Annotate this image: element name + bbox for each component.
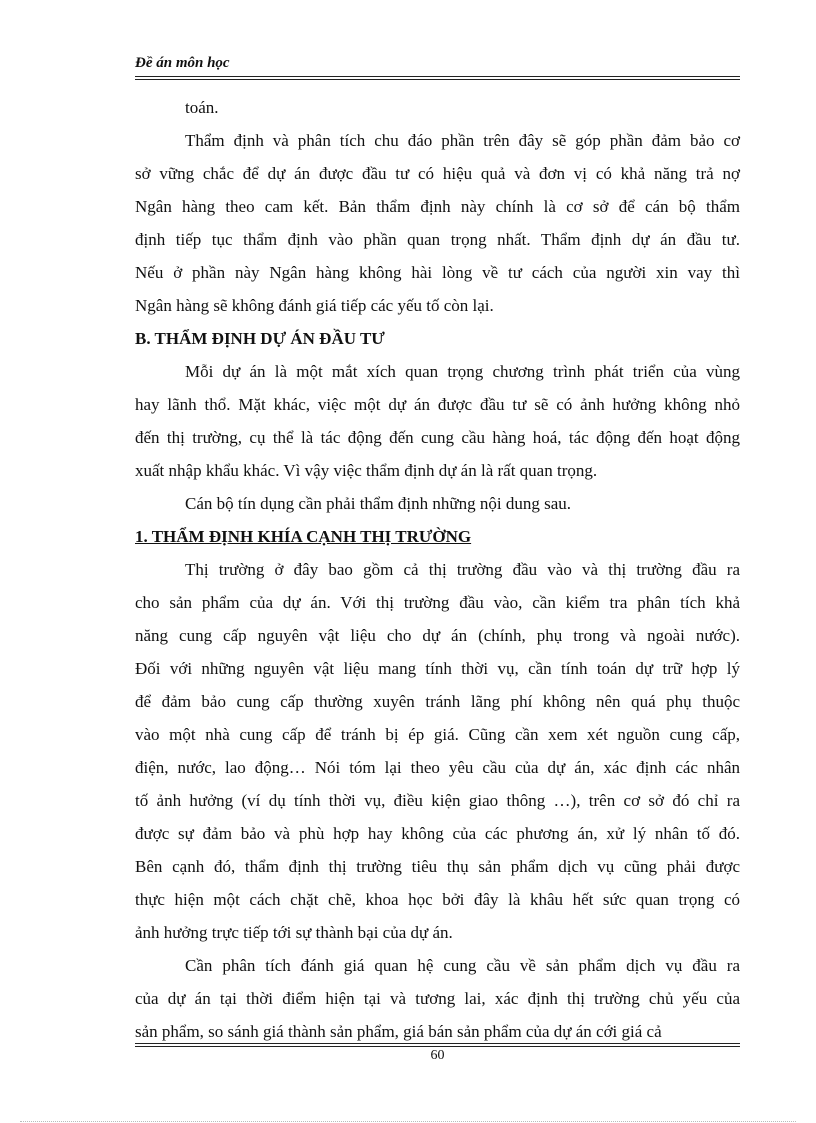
body-text xyxy=(135,91,740,1048)
text-line: vào một nhà cung cấp để tránh bị ép giá. Cũng cần xem xét nguồn cung cấp, xyxy=(135,725,740,744)
text-line: cho sản phẩm của dự án. Với thị trường đầu vào, cần kiểm tra phân tích khả xyxy=(135,593,740,612)
text-line: đến thị trường, cụ thể là tác động đến cung cầu hàng hoá, tác động đến hoạt động xyxy=(135,428,740,447)
text-line: hay lãnh thổ. Mặt khác, việc một dự án được đầu tư sẽ có ảnh hưởng không nhỏ xyxy=(135,395,740,414)
text-line: Mỗi dự án là một mắt xích quan trọng chương trình phát triển của vùng xyxy=(185,362,740,381)
page-bottom-dotted-divider xyxy=(20,1121,796,1122)
text-line: của dự án tại thời điểm hiện tại và tương lai, xác định thị trường chủ yếu của xyxy=(135,989,740,1008)
text-line: điện, nước, lao động… Nói tóm lại theo yêu cầu của dự án, xác định các nhân xyxy=(135,758,740,777)
page-header-title: Đề án môn học xyxy=(135,55,230,71)
text-line: ảnh hưởng trực tiếp tới sự thành bại của dự án. xyxy=(135,923,453,942)
text-line: toán. xyxy=(185,98,219,117)
text-line: Ngân hàng sẽ không đánh giá tiếp các yếu tố còn lại. xyxy=(135,296,494,315)
page-number: 60 xyxy=(430,1048,445,1063)
text-line: được sự đảm bảo và phù hợp hay không của các phương án, xử lý nhân tố đó. xyxy=(135,824,740,843)
header-rule-bottom xyxy=(135,79,740,80)
footer-rule-bottom xyxy=(135,1046,740,1047)
text-line: để đảm bảo cung cấp thường xuyên tránh lãng phí không nên quá phụ thuộc xyxy=(135,692,740,711)
text-line: Đối với những nguyên vật liệu mang tính thời vụ, cần tính toán dự trữ hợp lý xyxy=(135,659,740,678)
text-line: thực hiện một cách chặt chẽ, khoa học bởi đây là khâu hết sức quan trọng có xyxy=(135,890,740,909)
footer-rule-top xyxy=(135,1043,740,1044)
text-line: Bên cạnh đó, thẩm định thị trường tiêu thụ sản phẩm dịch vụ cũng phải được xyxy=(135,857,740,876)
text-line: Nếu ở phần này Ngân hàng không hài lòng về tư cách của người xin vay thì xyxy=(135,263,740,282)
text-line: xuất nhập khẩu khác. Vì vậy việc thẩm định dự án là rất quan trọng. xyxy=(135,461,598,480)
text-line: Thị trường ở đây bao gồm cả thị trường đầu vào và thị trường đầu ra xyxy=(185,560,740,579)
text-line: Cần phân tích đánh giá quan hệ cung cầu về sản phẩm dịch vụ đầu ra xyxy=(185,956,740,975)
text-line: Cán bộ tín dụng cần phải thẩm định những nội dung sau. xyxy=(185,494,572,513)
text-line: định tiếp tục thẩm định vào phần quan trọng nhất. Thẩm định dự án đầu tư. xyxy=(135,230,740,249)
text-line: Thẩm định và phân tích chu đáo phần trên đây sẽ góp phần đảm bảo cơ xyxy=(185,131,740,150)
text-line: năng cung cấp nguyên vật liệu cho dự án (chính, phụ trong và ngoài nước). xyxy=(135,626,740,645)
section-heading-b: B. THẨM ĐỊNH DỰ ÁN ĐẦU TƯ xyxy=(135,329,385,348)
text-line: Ngân hàng theo cam kết. Bản thẩm định này chính là cơ sở để cán bộ thẩm xyxy=(135,197,740,216)
text-line: sản phẩm, so sánh giá thành sản phẩm, giá bán sản phẩm của dự án cới giá cả xyxy=(135,1022,662,1041)
header-rule-top xyxy=(135,76,740,77)
text-line: tố ảnh hưởng (ví dụ tính thời vụ, điều kiện giao thông …), trên cơ sở đó chỉ ra xyxy=(135,791,740,810)
section-heading-1: 1. THẨM ĐỊNH KHÍA CẠNH THỊ TRƯỜNG xyxy=(135,527,472,546)
text-line: sở vững chắc để dự án được đầu tư có hiệu quả và đơn vị có khả năng trả nợ xyxy=(135,164,740,183)
